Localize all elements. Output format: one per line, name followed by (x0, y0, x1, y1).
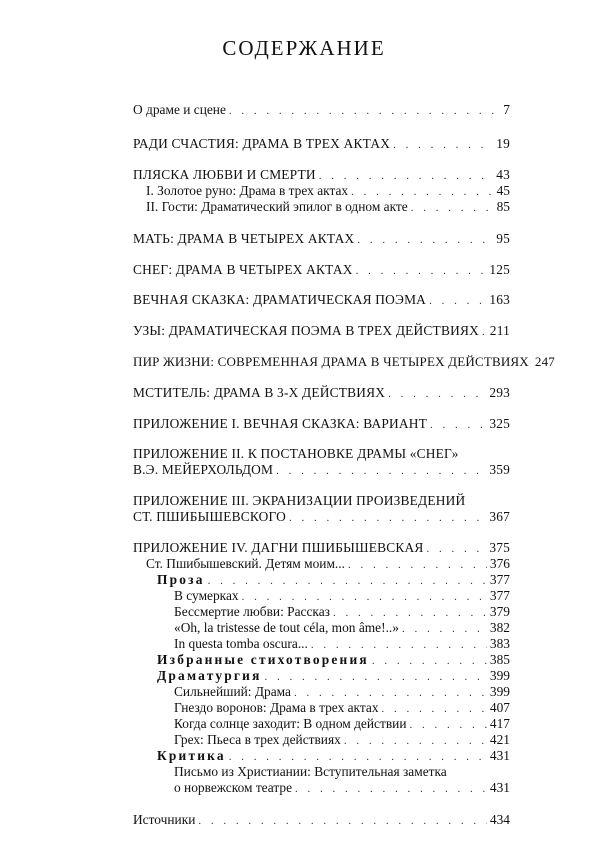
toc-entry-title: Гнездо воронов: Драма в трех актах (174, 700, 379, 715)
toc-entry-title: Грех: Пьеса в трех действиях (174, 732, 341, 747)
toc-entry-page: 417 (489, 716, 510, 731)
toc-leader-dots (429, 293, 486, 309)
toc-leader-dots (289, 510, 486, 526)
toc-entry-page: 247 (534, 354, 555, 369)
toc-entry-page: 431 (489, 748, 510, 763)
toc-entry[interactable] (174, 684, 510, 701)
toc-entry-page: 85 (496, 199, 510, 214)
page-title: СОДЕРЖАНИЕ (222, 36, 386, 60)
toc-section-title: Проза (157, 572, 205, 587)
toc-entry-title: I. Золотое руно: Драма в трех актах (146, 183, 349, 198)
toc-entry-title: «Oh, la tristesse de tout céla, mon âme!..» (174, 620, 399, 635)
toc-entry[interactable] (133, 167, 510, 184)
toc-entry[interactable] (174, 636, 510, 653)
toc-leader-dots (482, 324, 487, 340)
toc-section-title: Драматургия (157, 668, 262, 683)
toc-entry-title: ПЛЯСКА ЛЮБВИ И СМЕРТИ (133, 167, 316, 182)
toc-leader-dots (333, 605, 487, 621)
toc-entry-title: ПРИЛОЖЕНИЕ IV. ДАГНИ ПШИБЫШЕВСКАЯ (133, 540, 424, 555)
toc-entry-page: 43 (496, 167, 510, 182)
toc-entry-page: 385 (489, 652, 510, 667)
toc-entry-page: 421 (489, 732, 510, 747)
toc-entry-title: о норвежском театре (174, 780, 293, 795)
toc-entry-page: 367 (489, 509, 510, 524)
toc-entry-page: 431 (489, 780, 510, 795)
toc-leader-dots (344, 733, 487, 749)
toc-entry-title: РАДИ СЧАСТИЯ: ДРАМА В ТРЕХ АКТАХ (133, 136, 391, 151)
toc-entry-title: Сильнейший: Драма (174, 684, 291, 699)
toc-leader-dots (351, 184, 493, 200)
toc-entry-title: In questa tomba oscura... (174, 636, 308, 651)
toc-leader-dots (426, 541, 486, 557)
toc-entry-title: Когда солнце заходит: В одном действии (174, 716, 407, 731)
toc-entry-title: ПРИЛОЖЕНИЕ I. ВЕЧНАЯ СКАЗКА: ВАРИАНТ (133, 416, 428, 431)
toc-entry[interactable] (174, 732, 510, 749)
toc-entry-page: 95 (496, 231, 510, 246)
toc-leader-dots (348, 557, 487, 573)
toc-leader-dots (357, 232, 493, 248)
toc-entry[interactable] (174, 780, 510, 797)
toc-entry[interactable] (133, 462, 510, 479)
toc-entry[interactable] (146, 183, 510, 200)
toc-entry-title-line[interactable]: ПРИЛОЖЕНИЕ III. ЭКРАНИЗАЦИИ ПРОИЗВЕДЕНИЙ (133, 493, 466, 508)
toc-entry-page: 379 (489, 604, 510, 619)
toc-entry[interactable] (174, 716, 510, 733)
toc-entry[interactable] (146, 199, 510, 216)
toc-section-entry[interactable] (157, 668, 510, 685)
toc-leader-dots (430, 417, 486, 433)
toc-leader-dots (242, 589, 487, 605)
toc-entry-title: ВЕЧНАЯ СКАЗКА: ДРАМАТИЧЕСКАЯ ПОЭМА (133, 292, 427, 307)
toc-entry-title: Бессмертие любви: Рассказ (174, 604, 330, 619)
toc-entry-title: ПИР ЖИЗНИ: СОВРЕМЕННАЯ ДРАМА В ЧЕТЫРЕХ ДЕЙСТВИЯХ (133, 354, 529, 369)
toc-entry-title: Ст. Пшибышевский. Детям моим... (146, 556, 345, 571)
toc-entry[interactable] (133, 231, 510, 248)
toc-entry[interactable] (133, 136, 510, 153)
toc-entry-page: 377 (489, 588, 510, 603)
toc-leader-dots (198, 813, 487, 829)
toc-leader-dots (388, 386, 486, 402)
toc-entry[interactable] (133, 292, 510, 309)
toc-entry-page: 399 (489, 684, 510, 699)
toc-entry-title: Источники (133, 812, 196, 827)
toc-section-title: Избранные стихотворения (157, 652, 369, 667)
toc-entry-page: 383 (489, 636, 510, 651)
toc-entry-page: 359 (489, 462, 510, 477)
toc-leader-dots (311, 637, 487, 653)
toc-leader-dots (356, 263, 487, 279)
toc-entry-page: 382 (489, 620, 510, 635)
toc-leader-dots (402, 621, 487, 637)
toc-leader-dots (208, 573, 487, 589)
toc-entry-page: 19 (496, 136, 510, 151)
toc-leader-dots (372, 653, 487, 669)
toc-entry-title: О драме и сцене (133, 102, 226, 117)
toc-entry[interactable] (133, 509, 510, 526)
toc-entry[interactable] (133, 262, 510, 279)
toc-entry[interactable] (174, 604, 510, 621)
toc-entry[interactable] (133, 354, 555, 371)
toc-entry[interactable] (133, 385, 510, 402)
toc-entry-page: 293 (489, 385, 510, 400)
toc-entry[interactable] (133, 102, 510, 119)
toc-leader-dots (411, 200, 494, 216)
toc-entry-page: 7 (503, 102, 510, 117)
toc-leader-dots (265, 669, 487, 685)
toc-entry[interactable] (174, 700, 510, 717)
toc-entry-page: 434 (489, 812, 510, 827)
toc-leader-dots (229, 749, 487, 765)
toc-leader-dots (276, 463, 486, 479)
toc-entry-title: МАТЬ: ДРАМА В ЧЕТЫРЕХ АКТАХ (133, 231, 355, 246)
toc-section-entry[interactable] (157, 748, 510, 765)
toc-entry-page: 407 (489, 700, 510, 715)
toc-leader-dots (319, 168, 493, 184)
toc-entry[interactable] (133, 812, 510, 829)
toc-entry-page: 211 (489, 323, 510, 338)
toc-section-entry[interactable] (157, 572, 510, 589)
toc-entry-page: 376 (489, 556, 510, 571)
toc-entry-title: МСТИТЕЛЬ: ДРАМА В 3-Х ДЕЙСТВИЯХ (133, 385, 386, 400)
toc-entry-page: 375 (489, 540, 510, 555)
toc-entry-title: СНЕГ: ДРАМА В ЧЕТЫРЕХ АКТАХ (133, 262, 353, 277)
toc-entry-page: 399 (489, 668, 510, 683)
toc-entry[interactable] (133, 416, 510, 433)
toc-leader-dots (409, 717, 486, 733)
toc-entry[interactable] (146, 556, 510, 573)
toc-entry-title: II. Гости: Драматический эпилог в одном акте (146, 199, 408, 214)
toc-entry-page: 325 (489, 416, 510, 431)
toc-entry[interactable] (174, 588, 510, 605)
toc-leader-dots (382, 701, 487, 717)
toc-entry-title-line[interactable]: Письмо из Христиании: Вступительная заметка (174, 764, 447, 779)
toc-leader-dots (295, 781, 487, 797)
toc-section-title: Критика (157, 748, 226, 763)
toc-entry[interactable] (133, 540, 510, 557)
toc-entry[interactable] (174, 620, 510, 637)
toc-section-entry[interactable] (157, 652, 510, 669)
toc-entry-title: СТ. ПШИБЫШЕВСКОГО (133, 509, 286, 524)
toc-entry-title: УЗЫ: ДРАМАТИЧЕСКАЯ ПОЭМА В ТРЕХ ДЕЙСТВИЯХ (133, 323, 479, 338)
toc-entry-page: 125 (489, 262, 510, 277)
toc-entry-page: 163 (489, 292, 510, 307)
toc-entry[interactable] (133, 323, 510, 340)
toc-leader-dots (229, 103, 500, 119)
toc-leader-dots (294, 685, 487, 701)
toc-leader-dots (393, 137, 493, 153)
toc-entry-page: 377 (489, 572, 510, 587)
toc-entry-title-line[interactable]: ПРИЛОЖЕНИЕ II. К ПОСТАНОВКЕ ДРАМЫ «СНЕГ» (133, 446, 459, 461)
toc-entry-title: В сумерках (174, 588, 239, 603)
toc-entry-title: В.Э. МЕЙЕРХОЛЬДОМ (133, 462, 274, 477)
toc-entry-page: 45 (496, 183, 510, 198)
